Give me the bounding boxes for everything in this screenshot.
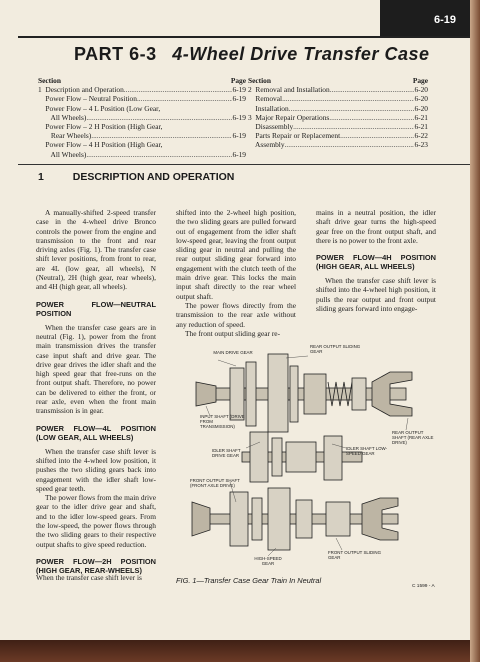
- paragraph: shifted into the 2-wheel high position, the two sliding gears are pulled forward out of engagement from the idler shaft low-speed gear, leaving the front output sliding gear in neutral and pulling the rear output sliding gear forward into engagement with the clutch teeth of the main drive gear. This locks the main input shaft directly to the rear wheel output shaft.: [176, 208, 296, 301]
- toc-entry: [38, 104, 246, 113]
- toc-leader-dots: [330, 85, 415, 94]
- page-number-tab: [380, 0, 470, 36]
- toc-entry-page: 6-21: [414, 112, 428, 122]
- toc-leader-dots: [293, 122, 414, 131]
- book-spine-edge: [470, 0, 480, 662]
- subheading-4l: POWER FLOW—4L POSITION (LOW GEAR, ALL WHEELS): [36, 423, 156, 442]
- toc-entry-label: Removal: [248, 94, 283, 104]
- paragraph: A manually-shifted 2-speed transfer case in the 4-wheel drive Bronco controls the power from the engine and transmission to the front and rear driving axles (Fig. 1). The transfer case shift lever positions, from front to rear, are 4L (low gear, all wheels), N (Neutral), 2H (high gear, rear wheels), and 4H (high gear, all wheels).: [36, 208, 156, 292]
- toc-entry-page: 6-20: [414, 103, 428, 113]
- page-shadow: [0, 640, 470, 662]
- toc-page-label: Page: [230, 76, 246, 85]
- toc-entry-page: 6-20: [414, 94, 428, 104]
- toc-entry-label: Power Flow – 4 L Position (Low Gear,: [38, 103, 161, 113]
- toc-entry: [248, 140, 428, 149]
- subheading-2h: POWER FLOW—2H POSITION (HIGH GEAR, REAR-WHEELS): [36, 556, 156, 575]
- paragraph: The front output sliding gear re-: [185, 328, 281, 338]
- toc-entry-label: 2 Removal and Installation: [248, 85, 330, 95]
- toc-page-label: Page: [412, 76, 428, 85]
- subheading-neutral: POWER FLOW—NEUTRAL POSITION: [36, 299, 156, 318]
- toc-leader-dots: [289, 104, 415, 113]
- toc-leader-dots: [86, 150, 232, 159]
- toc-leader-dots: [91, 131, 232, 140]
- toc-entry-label: All Wheels): [38, 112, 87, 122]
- section-number: 1: [38, 171, 44, 183]
- toc-entry-label: Parts Repair or Replacement: [248, 131, 341, 141]
- toc-entry-label: Installation: [248, 103, 289, 113]
- toc-leader-dots: [340, 131, 414, 140]
- toc-leader-dots: [124, 85, 233, 94]
- toc-entry: [38, 140, 246, 149]
- header-rule: [18, 36, 470, 38]
- toc-entry-page: 6-19: [232, 112, 246, 122]
- toc-section-label: Section: [248, 76, 271, 85]
- toc-entry-page: 6-19: [232, 85, 246, 95]
- toc-entry-label: All Wheels): [38, 149, 87, 159]
- toc-entry-label: 1 Description and Operation: [38, 85, 124, 95]
- toc-entry: [248, 113, 428, 122]
- toc-entry: [248, 104, 428, 113]
- toc-entry: [38, 150, 246, 159]
- gear-train-figure: [176, 344, 438, 570]
- paragraph: The power flows from the main drive gear to the idler drive gear and shaft, and to the idler low-speed gears. From the low-speed, the power flows through the two sliding gears to their respective output shafts to give speed reduction.: [36, 493, 156, 549]
- toc-entry: [248, 94, 428, 103]
- toc-leader-dots: [329, 113, 414, 122]
- toc-entry: [248, 131, 428, 140]
- callout-idler-shaft-low-speed-gear: IDLER SHAFT LOW-SPEED GEAR: [346, 446, 388, 456]
- section-heading: [38, 171, 234, 183]
- callout-front-output-sliding-gear: FRONT OUTPUT SLIDING GEAR: [328, 550, 382, 560]
- toc-entry-label: Power Flow – Neutral Position: [38, 94, 137, 104]
- toc-entry-page: 6-22: [414, 131, 428, 141]
- toc-entry-page: 6-19: [232, 149, 246, 159]
- gear-train-drawing: [176, 352, 438, 570]
- callout-main-drive-gear: MAIN DRIVE GEAR: [213, 350, 253, 355]
- toc-entry: [248, 85, 428, 94]
- paragraph-continued: When the transfer case shift lever is: [36, 573, 142, 582]
- paragraph: When the transfer case shift lever is shifted into the 4-wheel low position, it pushes the two sliding gears back into engagement with the idler shaft low-speed gear teeth.: [36, 446, 156, 493]
- toc-entry: [38, 131, 246, 140]
- callout-rear-output-shaft: REAR OUTPUT SHAFT (REAR AXLE DRIVE): [392, 430, 434, 445]
- toc-entry: [38, 85, 246, 94]
- subheading-4h: POWER FLOW—4H POSITION (HIGH GEAR, ALL WHEELS): [316, 253, 436, 272]
- toc-section-label: Section: [38, 76, 61, 85]
- callout-rear-output-sliding-gear: REAR OUTPUT SLIDING GEAR: [310, 344, 361, 354]
- toc-entry-label: Rear Wheels): [38, 131, 92, 141]
- toc-entry-page: 6-23: [414, 140, 428, 150]
- toc-entry-label: Power Flow – 2 H Position (High Gear,: [38, 122, 163, 132]
- toc-leader-dots: [86, 113, 232, 122]
- toc-right-header: [248, 76, 428, 85]
- toc-entry-label: 3 Major Repair Operations: [248, 112, 330, 122]
- callout-idler-shaft-drive-gear: IDLER SHAFT DRIVE GEAR: [212, 448, 241, 458]
- callout-input-shaft: INPUT SHAFT (DRIVE FROM TRANSMISSION): [200, 414, 245, 429]
- toc-entry-label: Disassembly: [248, 122, 294, 132]
- text-column-2: [176, 208, 296, 338]
- figure-number: C 1599 - A: [412, 584, 435, 589]
- toc-left: [38, 76, 246, 159]
- section-title: DESCRIPTION AND OPERATION: [72, 171, 235, 183]
- paragraph: When the transfer case gears are in neutral (Fig. 1), power from the front main transmission drives the transfer case input shaft and drive gear. The drive gear drives the idler shaft and the high speed gear that free-runs on the front output shaft. Therefore, no power can be delivered to either the front, or rear axle, even when the front main transmission is in gear.: [36, 322, 156, 416]
- part-number: PART 6-3: [74, 44, 157, 64]
- toc-entry: [38, 122, 246, 131]
- toc-entry: [248, 122, 428, 131]
- callout-high-speed-gear: HIGH-SPEED GEAR: [254, 556, 282, 566]
- toc-leader-dots: [137, 94, 232, 103]
- paragraph: mains in a neutral position, the idler shaft drive gear turns the high-speed gear free on the front output shaft, and there is no power to the front axle.: [316, 208, 436, 245]
- page-number: 6-19: [433, 14, 456, 26]
- toc-entry-label: Assembly: [248, 140, 285, 150]
- callout-front-output-shaft: FRONT OUTPUT SHAFT (FRONT AXLE DRIVE): [190, 478, 240, 488]
- toc-right: [248, 76, 428, 150]
- section-rule: [18, 164, 470, 165]
- page-title: [74, 44, 429, 65]
- toc-leader-dots: [285, 140, 415, 149]
- toc-entry: [38, 94, 246, 103]
- paragraph: The power flows directly from the transmission to the rear axle without any reduction of speed.: [176, 300, 296, 329]
- toc-entry-page: 6-20: [414, 85, 428, 95]
- toc-left-header: [38, 76, 246, 85]
- paragraph: When the transfer case shift lever is shifted into the 4-wheel high position, it pulls the rear output and front output sliding gears forward into engage-: [316, 276, 436, 314]
- part-title: 4-Wheel Drive Transfer Case: [172, 44, 430, 64]
- text-column-3: [316, 208, 436, 313]
- figure-caption: FIG. 1—Transfer Case Gear Train In Neutral: [176, 576, 322, 585]
- toc-entry: [38, 113, 246, 122]
- toc-entry-label: Power Flow – 4 H Position (High Gear,: [38, 140, 163, 150]
- text-column-1: [36, 208, 156, 580]
- toc-entry-page: 6-21: [414, 122, 428, 132]
- toc-entry-page: 6-19: [232, 94, 246, 104]
- toc-leader-dots: [282, 94, 414, 103]
- toc-entry-page: 6-19: [232, 131, 246, 141]
